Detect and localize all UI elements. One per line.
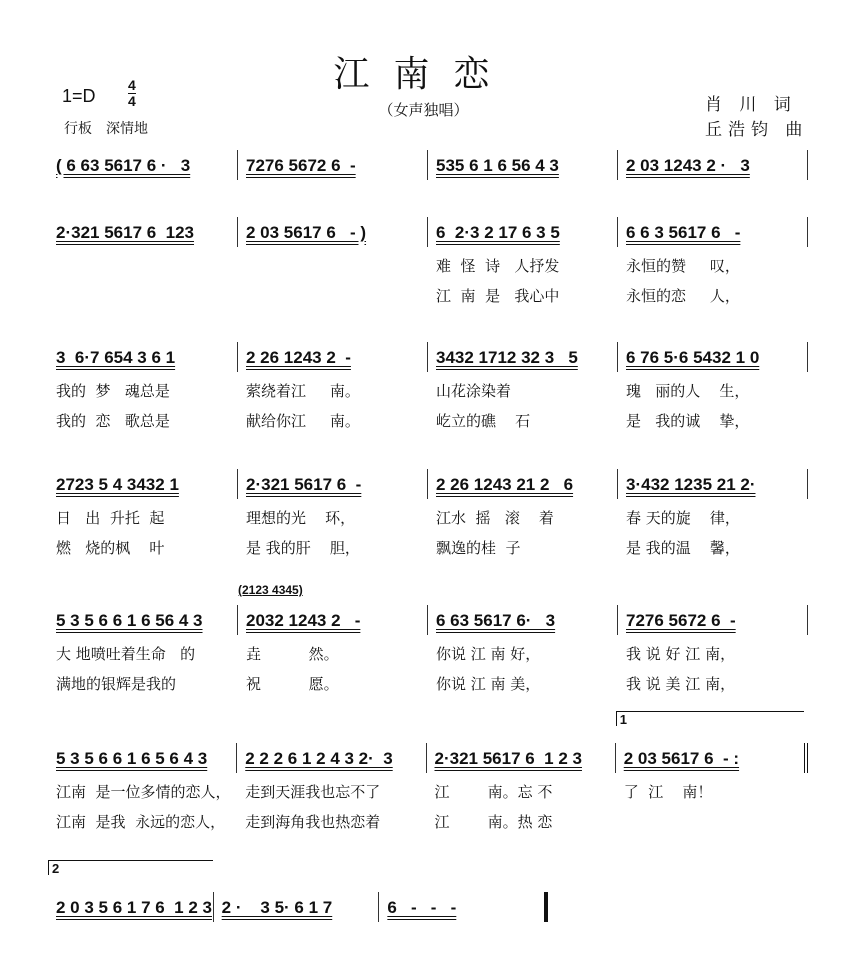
lyric-verse-1: 江水 摇 滚 着 xyxy=(436,509,554,527)
ornament-notes: (2123 4345) xyxy=(238,583,303,597)
note-group: 5 3 5 6 6 1 6 5 6 4 3 xyxy=(56,749,208,768)
lyric-verse-2: 江 南。热 恋 xyxy=(434,813,553,831)
score-line xyxy=(48,583,808,693)
measure xyxy=(48,469,238,557)
lyric-verse-1: 难 怪 诗 人抒发 xyxy=(436,257,560,275)
measure-row xyxy=(48,583,808,693)
lyric-verse-2: 是 我的肝 胆， xyxy=(246,539,360,557)
measure-row xyxy=(48,342,808,430)
lyric-verse-2: 走到海角我也热恋着 xyxy=(245,813,381,831)
measure-row xyxy=(48,469,808,557)
lyricist-credit: 肖 川 词 xyxy=(705,95,797,115)
note-group: 6 63 5617 6· 3 xyxy=(436,611,556,630)
measure xyxy=(238,217,428,247)
note-group: 2·321 5617 6 123 xyxy=(56,223,195,242)
note-group: 2 · 3 5· 6 1 7 xyxy=(221,898,333,917)
measure xyxy=(48,150,238,180)
note-group: 6 - - - xyxy=(387,898,457,917)
score-line xyxy=(48,469,808,557)
note-group: 2 0 3 5 6 1 7 6 1 2 3 xyxy=(56,898,212,917)
measure xyxy=(214,892,380,922)
score-line xyxy=(48,861,548,922)
measure xyxy=(427,743,616,831)
lyric-verse-2: 我的 恋 歌总是 xyxy=(56,412,170,430)
lyric-verse-2: 江南 是我 永远的恋人， xyxy=(56,813,226,831)
measure xyxy=(616,712,808,801)
note-group: 2723 5 4 3432 1 xyxy=(56,475,179,494)
measure xyxy=(238,583,428,693)
note-group: 2 03 1243 2 · 3 xyxy=(626,156,750,175)
note-group: 3432 1712 32 3 5 xyxy=(436,348,578,367)
lyric-verse-1: 理想的光 环， xyxy=(246,509,356,527)
lyric-verse-1: 瑰 丽的人 生， xyxy=(626,382,750,400)
lyric-verse-1: 我的 梦 魂总是 xyxy=(56,382,170,400)
measure-row xyxy=(48,150,808,180)
measure xyxy=(428,605,618,693)
measure xyxy=(238,342,428,430)
lyric-verse-1: 山花涂染着 xyxy=(436,382,512,400)
note-group: 2 2 2 6 1 2 4 3 2· 3 xyxy=(245,749,393,768)
lyric-verse-1: 江 南。忘 不 xyxy=(434,783,553,801)
lyric-verse-1: 垚 然。 xyxy=(246,645,339,663)
note-group: 2 03 5617 6 - : xyxy=(623,749,740,768)
lyric-verse-2: 是 我的温 馨， xyxy=(626,539,740,557)
note-group: 6 76 5·6 5432 1 0 xyxy=(626,348,760,367)
score-line xyxy=(48,150,808,180)
lyric-verse-1: 萦绕着江 南。 xyxy=(246,382,360,400)
lyric-verse-2: 是 我的诚 挚， xyxy=(626,412,750,430)
measure-row xyxy=(48,712,808,831)
note-group: 7276 5672 6 - xyxy=(626,611,736,630)
note-group: 2 03 5617 6 - ) xyxy=(246,223,367,242)
measure xyxy=(428,342,618,430)
note-group: 3 6·7 654 3 6 1 xyxy=(56,348,176,367)
lyric-verse-1: 大 地喷吐着生命 的 xyxy=(56,645,196,663)
time-signature xyxy=(128,78,136,109)
measure xyxy=(48,342,238,430)
note-group: 6 6 3 5617 6 - xyxy=(626,223,741,242)
measure xyxy=(618,217,808,305)
lyric-verse-2: 永恒的恋 人， xyxy=(626,287,740,305)
lyric-verse-2: 飘逸的桂 子 xyxy=(436,539,521,557)
measure xyxy=(48,743,237,831)
note-group: 7276 5672 6 - xyxy=(246,156,356,175)
measure xyxy=(48,861,214,922)
volta-bracket: 2 xyxy=(48,860,213,875)
measure xyxy=(428,150,618,180)
measure-row xyxy=(48,217,808,305)
tempo-marking: 行板 深情地 xyxy=(64,121,148,137)
lyric-verse-1: 春 天的旋 律， xyxy=(626,509,740,527)
lyric-verse-2: 满地的银辉是我的 xyxy=(56,675,177,693)
note-group: 2 26 1243 2 - xyxy=(246,348,351,367)
measure xyxy=(238,469,428,557)
note-group: 2·321 5617 6 1 2 3 xyxy=(434,749,582,768)
measure xyxy=(618,150,808,180)
lyric-verse-2: 屹立的礁 石 xyxy=(436,412,531,430)
composer-credit: 丘浩钧 曲 xyxy=(705,120,809,140)
measure xyxy=(48,217,238,247)
lyric-verse-1: 了 江 南！ xyxy=(623,783,713,801)
note-group: 2032 1243 2 - xyxy=(246,611,361,630)
volta-bracket: 1 xyxy=(616,711,804,726)
measure xyxy=(237,743,426,831)
lyric-verse-1: 永恒的赞 叹， xyxy=(626,257,740,275)
measure-row xyxy=(48,861,548,922)
note-group: 535 6 1 6 56 4 3 xyxy=(436,156,559,175)
meter-top: 4 xyxy=(128,77,136,93)
song-subtitle: （女声独唱） xyxy=(378,101,469,119)
measure xyxy=(379,892,548,922)
note-group: 2·321 5617 6 - xyxy=(246,475,362,494)
song-title: 江南恋 xyxy=(333,54,514,95)
lyric-verse-2: 你说 江 南 美， xyxy=(436,675,541,693)
key-signature: 1=D xyxy=(62,86,96,106)
measure xyxy=(618,469,808,557)
meter-bottom: 4 xyxy=(128,93,136,109)
lyric-verse-1: 走到天涯我也忘不了 xyxy=(245,783,381,801)
lyric-verse-2: 祝 愿。 xyxy=(246,675,339,693)
score-line xyxy=(48,342,808,430)
score-line xyxy=(48,217,808,305)
measure xyxy=(618,342,808,430)
measure xyxy=(428,469,618,557)
measure xyxy=(428,217,618,305)
note-group: ( 6 63 5617 6 · 3 xyxy=(56,156,191,175)
measure xyxy=(618,605,808,693)
lyric-verse-1: 江南 是一位多情的恋人， xyxy=(56,783,231,801)
note-group: 5 3 5 6 6 1 6 56 4 3 xyxy=(56,611,203,630)
lyric-verse-1: 我 说 好 江 南， xyxy=(626,645,736,663)
note-group: 3·432 1235 21 2· xyxy=(626,475,756,494)
lyric-verse-2: 燃 烧的枫 叶 xyxy=(56,539,165,557)
note-group: 6 2·3 2 17 6 3 5 xyxy=(436,223,560,242)
note-group: 2 26 1243 21 2 6 xyxy=(436,475,574,494)
measure xyxy=(48,605,238,693)
measure xyxy=(238,150,428,180)
lyric-verse-2: 江 南 是 我心中 xyxy=(436,287,560,305)
score-line xyxy=(48,712,808,831)
lyric-verse-1: 日 出 升托 起 xyxy=(56,509,165,527)
lyric-verse-2: 献给你江 南。 xyxy=(246,412,360,430)
lyric-verse-2: 我 说 美 江 南， xyxy=(626,675,736,693)
lyric-verse-1: 你说 江 南 好， xyxy=(436,645,541,663)
